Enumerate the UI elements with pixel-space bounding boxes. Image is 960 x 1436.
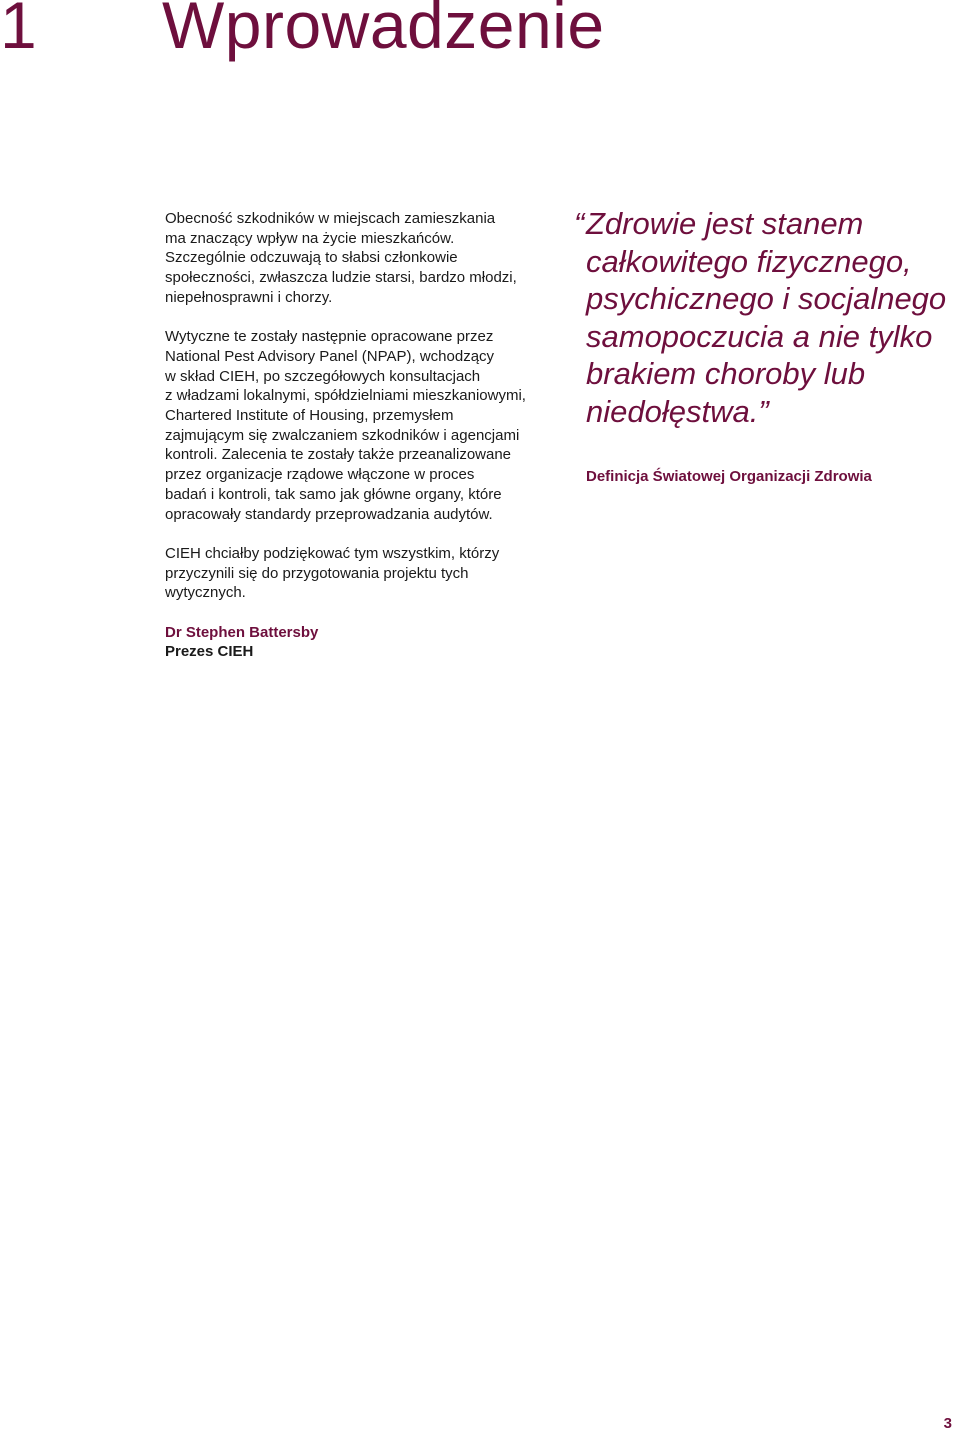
guidelines-paragraph (165, 327, 565, 524)
close-quote-mark: ” (758, 393, 769, 429)
quote-line: całkowitego fizycznego, (586, 243, 912, 279)
text-line: zajmującym się zwalczaniem szkodników i agencjami (165, 426, 520, 444)
quote-line: psychicznego i socjalnego (586, 281, 947, 316)
text-line: Obecność szkodników w miejscach zamieszkania (165, 210, 496, 227)
signature-role: Prezes CIEH (165, 643, 254, 661)
text-line: kontroli. Zalecenia te zostały także przeanalizowane (165, 446, 512, 464)
text-line: społeczności, zwłaszcza ludzie starsi, bardzo młodzi, (165, 269, 517, 287)
quote-line (574, 393, 944, 431)
text-line: przyczynili się do przygotowania projektu tych (165, 564, 469, 582)
text-line: wytycznych. (165, 584, 246, 602)
text-line: z władzami lokalnymi, spółdzielniami mieszkaniowymi, (165, 387, 526, 405)
quote-text: Zdrowie jest stanem (586, 206, 864, 241)
pull-quote (574, 205, 947, 430)
quote-line: brakiem choroby lub (586, 356, 866, 391)
text-line: niepełnosprawni i chorzy. (165, 288, 333, 306)
quote-text: niedołęstwa. (586, 393, 759, 429)
text-line: Wytyczne te zostały następnie opracowane przez (165, 328, 494, 346)
text-line: Chartered Institute of Housing, przemysłem (165, 407, 454, 425)
page-title: Wprowadzenie (162, 0, 605, 62)
quote-line: samopoczucia a nie tylko (586, 318, 933, 354)
quote-attribution: Definicja Światowej Organizacji Zdrowia (586, 468, 872, 485)
open-quote-mark: “ (574, 206, 585, 241)
text-line: ma znaczący wpływ na życie mieszkańców. (165, 229, 455, 247)
text-line: National Pest Advisory Panel (NPAP), wchodzący (165, 347, 495, 365)
thanks-paragraph (165, 544, 565, 603)
signature-name: Dr Stephen Battersby (165, 623, 319, 641)
signature-block (165, 623, 565, 662)
text-line: badań i kontroli, tak samo jak główne organy, które (165, 485, 502, 503)
text-line: opracowały standardy przeprowadzania audytów. (165, 505, 493, 523)
text-line: przez organizacje rządowe włączone w proces (165, 466, 475, 484)
chapter-number: 1 (0, 0, 37, 62)
intro-paragraph (165, 209, 565, 308)
text-line: CIEH chciałby podziękować tym wszystkim, którzy (165, 544, 500, 562)
page-number: 3 (943, 1415, 952, 1432)
text-line: w skład CIEH, po szczegółowych konsultacjach (165, 367, 481, 385)
text-line: Szczególnie odczuwają to słabsi członkowie (165, 249, 458, 267)
body-text-column (165, 209, 565, 662)
quote-line (574, 205, 944, 243)
